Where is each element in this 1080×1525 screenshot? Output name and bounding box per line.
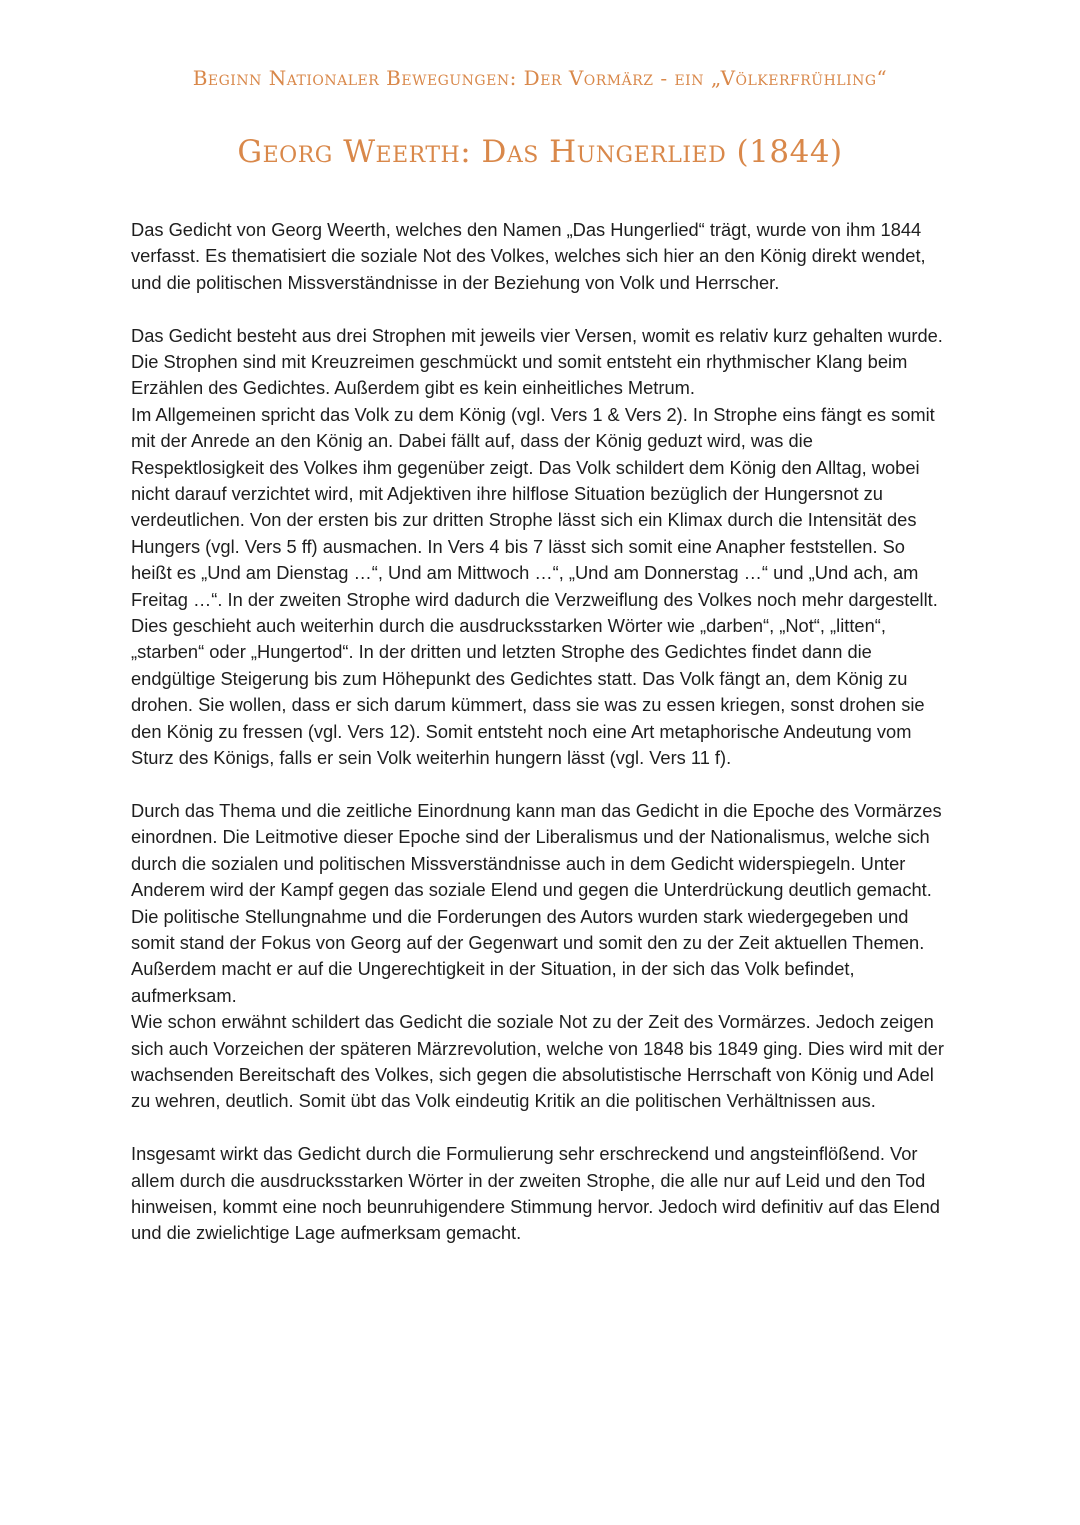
paragraph-introduction: Das Gedicht von Georg Weerth, welches den Namen „Das Hungerlied“ trägt, wurde von ihm 1844 verfasst. Es thematisiert die soziale Not des Volkes, welches sich hier an den König direkt wendet, und die politischen Missverständnisse in der Beziehung von Volk und Herrscher. bbox=[131, 219, 926, 293]
document-subtitle: Beginn Nationaler Bewegungen: Der Vormärz - ein „Völkerfrühling“ bbox=[192, 66, 888, 90]
document-body bbox=[131, 217, 949, 1247]
paragraph-epoch: Durch das Thema und die zeitliche Einordnung kann man das Gedicht in die Epoche des Vormärzes einordnen. Die Leitmotive dieser Epoche sind der Liberalismus und der Nationalismus, welche sich durch die sozialen und politischen Missverständnisse auch in dem Gedicht widerspiegeln. Unter Anderem wird der Kampf gegen das soziale Elend und gegen die Unterdrückung deutlich gemacht. Die politische Stellungnahme und die Forderungen des Autors wurden stark wiedergegeben und somit stand der Fokus von Georg auf der Gegenwart und somit den zu der Zeit aktuellen Themen. Außerdem macht er auf die Ungerechtigkeit in der Situation, in der sich das Volk befindet, aufmerksam. bbox=[131, 799, 942, 1006]
document-title: Georg Weerth: Das Hungerlied (1844) bbox=[237, 134, 843, 170]
paragraph-conclusion: Insgesamt wirkt das Gedicht durch die Formulierung sehr erschreckend und angsteinflößend. Vor allem durch die ausdrucksstarken Wörter in der zweiten Strophe, die alle nur auf Leid und den Tod hinweisen, kommt eine noch beunruhigendere Stimmung hervor. Jedoch wird definitiv auf das Elend und die zwielichtige Lage aufmerksam gemacht. bbox=[131, 1143, 940, 1244]
paragraph-form: Das Gedicht besteht aus drei Strophen mit jeweils vier Versen, womit es relativ kurz gehalten wurde. Die Strophen sind mit Kreuzreimen geschmückt und somit entsteht ein rhythmischer Klang beim Erzählen des Gedichtes. Außerdem gibt es kein einheitliches Metrum. bbox=[131, 324, 943, 399]
paragraph-content-analysis: Im Allgemeinen spricht das Volk zu dem König (vgl. Vers 1 & Vers 2). In Strophe eins fängt es somit mit der Anrede an den König an. Dabei fällt auf, dass der König geduzt wird, was die Respektlosigkeit des Volkes ihm gegenüber zeigt. Das Volk schildert dem König den Alltag, wobei nicht darauf verzichtet wird, mit Adjektiven ihre hilflose Situation bezüglich der Hungersnot zu verdeutlichen. Von der ersten bis zur dritten Strophe lässt sich ein Klimax durch die Intensität des Hungers (vgl. Vers 5 ff) ausmachen. In Vers 4 bis 7 lässt sich somit eine Anapher feststellen. So heißt es „Und am Dienstag …“, Und am Mittwoch …“, „Und am Donnerstag …“ und „Und ach, am Freitag …“. In der zweiten Strophe wird dadurch die Verzweiflung des Volkes noch mehr dargestellt. Dies geschieht auch weiterhin durch die ausdrucksstarken Wörter wie „darben“, „Not“, „litten“, „starben“ oder „Hungertod“. In der dritten und letzten Strophe des Gedichtes findet dann die endgültige Steigerung bis zum Höhepunkt des Gedichtes statt. Das Volk fängt an, dem König zu drohen. Sie wollen, dass er sich darum kümmert, dass sie was zu essen kriegen, sonst drohen sie den König zu fressen (vgl. Vers 12). Somit entsteht noch eine Art metaphorische Andeutung vom Sturz des Königs, falls er sein Volk weiterhin hungern lässt (vgl. Vers 11 f). bbox=[131, 403, 938, 769]
paragraph-historical-context: Wie schon erwähnt schildert das Gedicht die soziale Not zu der Zeit des Vormärzes. Jedoch zeigen sich auch Vorzeichen der späteren Märzrevolution, welche von 1848 bis 1849 ging. Dies wird mit der wachsenden Bereitschaft des Volkes, sich gegen die absolutistische Herrschaft von König und Adel zu wehren, deutlich. Somit übt das Volk eindeutig Kritik an die politischen Verhältnissen aus. bbox=[131, 1011, 944, 1112]
